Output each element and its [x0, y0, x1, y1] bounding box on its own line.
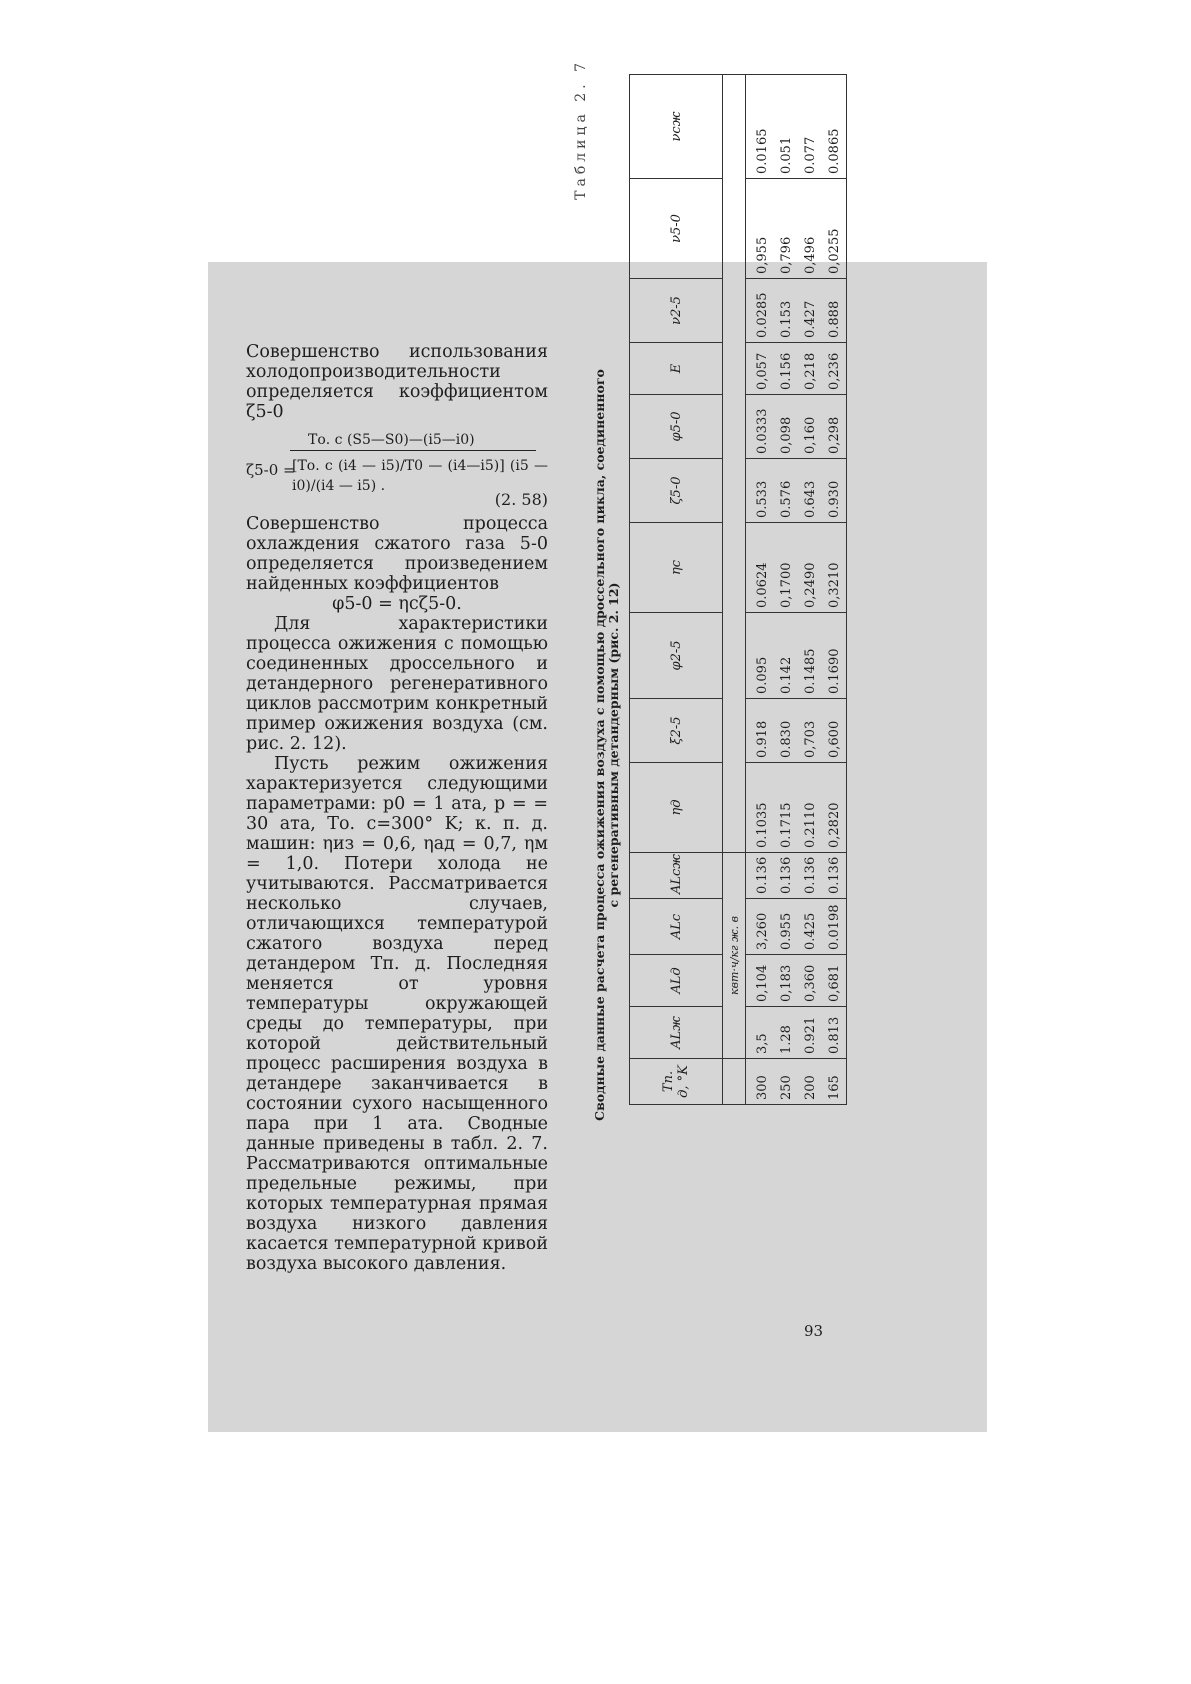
- table-cell: 0,298: [822, 395, 847, 459]
- table-cell: 200: [798, 1059, 822, 1105]
- table-cell: 0.0165: [746, 75, 775, 179]
- table-cell: 0.533: [746, 459, 775, 523]
- table-cell: 0.142: [774, 613, 798, 699]
- table-cell: 0.156: [774, 343, 798, 395]
- table-cell: 0.830: [774, 699, 798, 763]
- table-cell: 0.095: [746, 613, 775, 699]
- paragraph-4: Пусть режим ожижения характеризуется следующими параметрами: p0 = 1 ата, p = = 30 ата, Tо. с=300° K; к. п. д. машин: ηиз = 0,6, ηад = 0,7, ηм = 1,0. Потери холода не учитываются. Рассматривается несколько случаев, отличающихся температурой сжатого воздуха перед детандером Tп. д. Последняя меняется от уровня температуры окружающей среды до температуры, при которой действительный процесс расширения воздуха в детандере заканчивается в состоянии сухого насыщенного пара при 1 ата. Сводные данные приведены в табл. 2. 7. Рассматриваются оптимальные предельные режимы, при которых температурная прямая воздуха низкого давления касается температурной кривой воздуха высокого давления.: [246, 754, 548, 1274]
- header-cell: E: [630, 343, 723, 395]
- formula-2-58: [246, 426, 548, 512]
- table-cell: 0.1485: [798, 613, 822, 699]
- table-cell: 0.888: [822, 279, 847, 343]
- table-cell: 0.921: [798, 1007, 822, 1059]
- table-cell: 0,0255: [822, 179, 847, 279]
- header-cell: ALж: [630, 1007, 723, 1059]
- table-cell: 0.425: [798, 899, 822, 955]
- header-cell: φ5-0: [630, 395, 723, 459]
- table-header-row: [630, 75, 723, 1105]
- page-number: 93: [804, 1322, 824, 1340]
- header-cell: ν2-5: [630, 279, 723, 343]
- header-cell: ALсж: [630, 853, 723, 899]
- table-cell: 0.0333: [746, 395, 775, 459]
- table-cell: 0.918: [746, 699, 775, 763]
- table-cell: 0.576: [774, 459, 798, 523]
- table-cell: 300: [746, 1059, 775, 1105]
- table-cell: 0,360: [798, 955, 822, 1007]
- table-cell: 0,236: [822, 343, 847, 395]
- table-row: [822, 75, 847, 1105]
- table-caption: [573, 55, 625, 1135]
- table-cell: 0,703: [798, 699, 822, 763]
- table-row: [746, 75, 775, 1105]
- table-cell: 0,1700: [774, 523, 798, 613]
- table-row: [798, 75, 822, 1105]
- table-cell: 0.1715: [774, 763, 798, 853]
- table-cell: 0.0285: [746, 279, 775, 343]
- header-cell: ALс: [630, 899, 723, 955]
- table-cell: 165: [822, 1059, 847, 1105]
- table-cell: 0.0198: [822, 899, 847, 955]
- fraction-bar: [290, 450, 536, 451]
- header-cell: ζ5-0: [630, 459, 723, 523]
- table-cell: 250: [774, 1059, 798, 1105]
- table-cell: 0,2820: [822, 763, 847, 853]
- unit-empty-cell: [723, 75, 746, 853]
- table-title: Сводные данные расчета процесса ожижения воздуха с помощью дроссельного цикла, соединенного с регенеративным детандерным (рис. 2. 12): [592, 369, 621, 1121]
- table-cell: 0,796: [774, 179, 798, 279]
- data-table: [629, 74, 847, 1105]
- table-cell: 0,600: [822, 699, 847, 763]
- table-cell: 0.077: [798, 75, 822, 179]
- table-cell: 3,5: [746, 1007, 775, 1059]
- formula-denominator: [Tо. с (i4 — i5)/T0 — (i4—i5)] (i5 — i0)/(i4 — i5) .: [292, 458, 548, 494]
- table-cell: 0.0624: [746, 523, 775, 613]
- header-cell: ηс: [630, 523, 723, 613]
- table-cell: 0,3210: [822, 523, 847, 613]
- table-cell: 0.643: [798, 459, 822, 523]
- header-cell: ηд: [630, 763, 723, 853]
- unit-empty-cell: [723, 1059, 746, 1105]
- formula-lhs: ζ5-0 =: [246, 461, 296, 479]
- table-cell: 3,260: [746, 899, 775, 955]
- table-cell: 0.0865: [822, 75, 847, 179]
- table-cell: 0.136: [746, 853, 775, 899]
- table-cell: 0,160: [798, 395, 822, 459]
- paragraph-3: Для характеристики процесса ожижения с помощью соединенных дроссельного и детандерного регенеративного циклов рассмотрим конкретный пример ожижения воздуха (см. рис. 2. 12).: [246, 614, 548, 754]
- table-cell: 0.1690: [822, 613, 847, 699]
- table-cell: 0,955: [746, 179, 775, 279]
- table-cell: 0,057: [746, 343, 775, 395]
- table-cell: 0,2490: [798, 523, 822, 613]
- table-cell: 0.2110: [798, 763, 822, 853]
- text-column: [246, 342, 548, 1274]
- table-cell: 0.813: [822, 1007, 847, 1059]
- header-cell: ξ2-5: [630, 699, 723, 763]
- table-cell: 0,183: [774, 955, 798, 1007]
- table-cell: 0.1035: [746, 763, 775, 853]
- formula-numerator: Tо. с (S5—S0)—(i5—i0): [308, 432, 475, 448]
- header-cell: ν5-0: [630, 179, 723, 279]
- table-cell: 0,496: [798, 179, 822, 279]
- unit-label: квт·ч/кг ж. в: [723, 853, 746, 1059]
- table-cell: 1.28: [774, 1007, 798, 1059]
- table-cell: 0,681: [822, 955, 847, 1007]
- table-cell: 0.136: [774, 853, 798, 899]
- paragraph-1: Совершенство использования холодопроизводительности определяется коэффициентом ζ5-0: [246, 342, 548, 422]
- table-row: [774, 75, 798, 1105]
- formula-phi: φ5-0 = ηcζ5-0.: [332, 594, 462, 614]
- table-cell: 0.136: [822, 853, 847, 899]
- table-cell: 0,098: [774, 395, 798, 459]
- equation-number: (2. 58): [494, 490, 548, 509]
- table-cell: 0.427: [798, 279, 822, 343]
- rotated-table-block: [573, 55, 842, 1135]
- table-cell: 0.930: [822, 459, 847, 523]
- header-cell: ALд: [630, 955, 723, 1007]
- header-cell: φ2-5: [630, 613, 723, 699]
- table-cell: 0.153: [774, 279, 798, 343]
- table-tag: Таблица 2. 7: [573, 59, 589, 200]
- header-cell: Tп. д, °K: [630, 1059, 723, 1105]
- table-unit-row: [723, 75, 746, 1105]
- table-cell: 0.955: [774, 899, 798, 955]
- table-cell: 0.136: [798, 853, 822, 899]
- table-cell: 0,218: [798, 343, 822, 395]
- table-cell: 0.051: [774, 75, 798, 179]
- table-cell: 0,104: [746, 955, 775, 1007]
- header-cell: νсж: [630, 75, 723, 179]
- paragraph-2: Совершенство процесса охлаждения сжатого газа 5-0 определяется произведением найденных коэффициентов: [246, 514, 548, 594]
